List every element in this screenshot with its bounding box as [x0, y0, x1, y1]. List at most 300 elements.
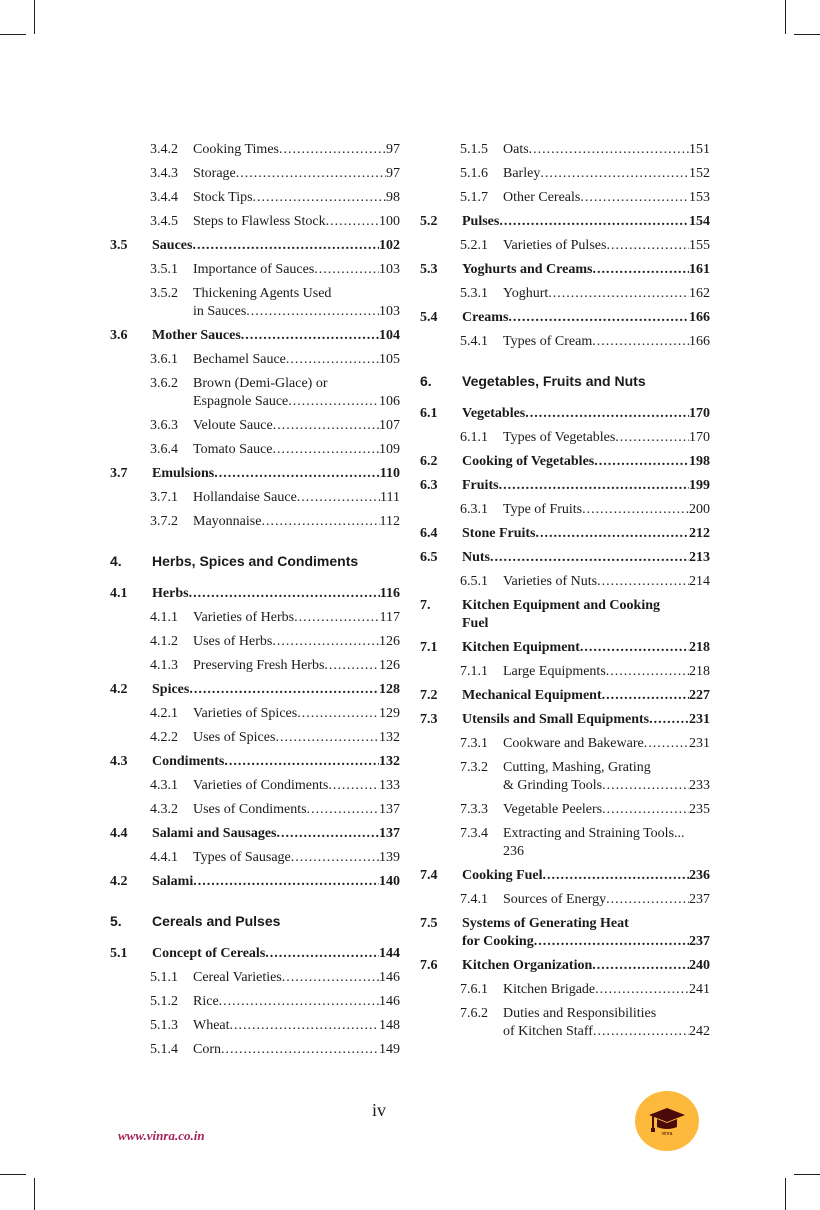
entry-line	[462, 402, 710, 426]
entry-line	[462, 258, 710, 282]
entry-line	[193, 774, 400, 798]
dot-leader	[193, 870, 379, 894]
entry-number: 5.3.1	[460, 286, 488, 301]
entry-line	[503, 570, 710, 594]
toc-entry[interactable]	[110, 798, 400, 822]
crop-mark	[794, 34, 820, 35]
dot-leader	[592, 954, 689, 978]
page-number: 137	[379, 802, 400, 817]
entry-number: 5.1.1	[150, 970, 178, 985]
entry-title-continued: for Cooking	[462, 934, 534, 949]
page-number: 241	[689, 982, 710, 997]
page-number: 146	[379, 970, 400, 985]
page-number: 103	[379, 304, 400, 319]
dot-leader	[291, 846, 379, 870]
entry-title: Mother Sauces	[152, 328, 241, 343]
toc-entry[interactable]	[420, 684, 710, 708]
toc-entry[interactable]	[420, 546, 710, 570]
entry-title: Cooking Fuel	[462, 868, 543, 883]
page-number: 128	[379, 682, 400, 697]
dot-leader	[286, 348, 379, 372]
entry-title: Salami and Sausages	[152, 826, 277, 841]
dot-leader	[272, 630, 379, 654]
dot-leader	[534, 930, 689, 954]
entry-title: Mechanical Equipment	[462, 688, 602, 703]
toc-entry[interactable]	[110, 870, 400, 894]
dot-leader	[593, 1020, 689, 1044]
page-number: 154	[689, 214, 710, 229]
entry-number: 7.1.1	[460, 664, 488, 679]
dot-leader	[261, 510, 379, 534]
entry-title: Large Equipments	[503, 664, 606, 679]
entry-title: Mayonnaise	[193, 514, 262, 529]
page-number: 166	[689, 334, 710, 349]
toc-entry[interactable]	[420, 186, 710, 210]
entry-number: 3.6.4	[150, 442, 178, 457]
entry-line	[193, 438, 400, 462]
dot-leader	[192, 234, 379, 258]
entry-line	[152, 549, 400, 573]
toc-entry[interactable]	[110, 990, 400, 1014]
entry-line	[462, 522, 710, 546]
chapter-heading[interactable]	[110, 909, 400, 933]
entry-number: 5.1.7	[460, 190, 488, 205]
dot-leader	[602, 798, 689, 822]
entry-title: Concept of Cereals	[152, 946, 266, 961]
entry-title: Cutting, Mashing, Grating	[503, 760, 651, 775]
page-number: 126	[379, 634, 400, 649]
toc-entry[interactable]	[420, 450, 710, 474]
entry-line	[462, 546, 710, 570]
dot-leader	[288, 390, 379, 414]
entry-number: 7.4.1	[460, 892, 488, 907]
toc-entry[interactable]	[110, 162, 400, 186]
entry-title: Kitchen Equipment	[462, 640, 580, 655]
entry-line	[193, 630, 400, 654]
toc-entry[interactable]	[420, 426, 710, 450]
entry-number: 6.3.1	[460, 502, 488, 517]
toc-entry[interactable]	[110, 582, 400, 606]
entry-title: Cookware and Bakeware	[503, 736, 644, 751]
entry-number: 5.2	[420, 214, 438, 229]
page-number: 231	[689, 712, 710, 727]
toc-entry[interactable]	[420, 954, 710, 978]
dot-leader	[273, 438, 380, 462]
entry-number: 4.3.1	[150, 778, 178, 793]
website-url[interactable]: www.vinra.co.in	[118, 1128, 205, 1143]
toc-entry[interactable]	[110, 942, 400, 966]
toc-entry[interactable]	[420, 282, 710, 306]
page-number: 126	[379, 658, 400, 673]
toc-entry[interactable]	[420, 306, 710, 330]
entry-title: Utensils and Small Equipments	[462, 712, 650, 727]
entry-title: Varieties of Spices	[193, 706, 298, 721]
toc-entry[interactable]	[420, 594, 710, 636]
crop-mark	[0, 1174, 26, 1175]
toc-entry[interactable]	[420, 1002, 710, 1044]
entry-line	[462, 684, 710, 708]
entry-number: 4.2.2	[150, 730, 178, 745]
entry-number: 6.4	[420, 526, 438, 541]
page-number: 148	[379, 1018, 400, 1033]
dot-leader	[326, 210, 379, 234]
entry-line-continued	[462, 612, 710, 636]
page-number: 107	[379, 418, 400, 433]
entry-title: Extracting and Straining Tools...	[503, 826, 685, 841]
entry-number: 4.1.3	[150, 658, 178, 673]
entry-line	[193, 486, 400, 510]
entry-line	[152, 822, 400, 846]
toc-entry[interactable]	[110, 630, 400, 654]
entry-title: Thickening Agents Used	[193, 286, 332, 301]
entry-number: 3.4.2	[150, 142, 178, 157]
entry-line	[462, 210, 710, 234]
entry-number: 3.5.2	[150, 286, 178, 301]
toc-entry[interactable]	[110, 210, 400, 234]
entry-number: 5.1.3	[150, 1018, 178, 1033]
page-number: 97	[386, 142, 400, 157]
entry-title: Kitchen Organization	[462, 958, 593, 973]
toc-entry[interactable]	[420, 162, 710, 186]
entry-number: 4.4.1	[150, 850, 178, 865]
page-number: 111	[380, 490, 400, 505]
chapter-heading[interactable]	[110, 549, 400, 573]
entry-title: Veloute Sauce	[193, 418, 273, 433]
entry-line	[152, 582, 400, 606]
toc-entry[interactable]	[110, 846, 400, 870]
entry-title: Creams	[462, 310, 509, 325]
page-number: 152	[689, 166, 710, 181]
page-number: 146	[379, 994, 400, 1009]
entry-line	[152, 942, 400, 966]
entry-number: 7.	[420, 598, 431, 613]
entry-line	[193, 846, 400, 870]
page-number: 199	[689, 478, 710, 493]
entry-number: 6.3	[420, 478, 438, 493]
dot-leader	[594, 450, 689, 474]
entry-number: 6.5.1	[460, 574, 488, 589]
page-number: 153	[689, 190, 710, 205]
entry-title: Kitchen Equipment and Cooking	[462, 598, 660, 613]
toc-entry[interactable]	[420, 522, 710, 546]
toc-entry[interactable]	[420, 798, 710, 822]
page-number: iv	[372, 1100, 387, 1120]
toc-entry[interactable]	[110, 282, 400, 324]
entry-number: 5.4	[420, 310, 438, 325]
toc-entry[interactable]	[110, 438, 400, 462]
entry-line	[462, 369, 710, 393]
toc-entry[interactable]	[420, 864, 710, 888]
dot-leader	[189, 582, 380, 606]
toc-entry[interactable]	[110, 414, 400, 438]
dot-leader	[282, 966, 379, 990]
crop-mark	[0, 34, 26, 35]
entry-title: Brown (Demi-Glace) or	[193, 376, 328, 391]
entry-line	[503, 330, 710, 354]
toc-entry[interactable]	[110, 1038, 400, 1062]
entry-line	[462, 474, 710, 498]
page-number: 161	[689, 262, 710, 277]
entry-line	[503, 282, 710, 306]
toc-entry[interactable]	[110, 702, 400, 726]
entry-number: 5.1.4	[150, 1042, 178, 1057]
toc-entry[interactable]	[110, 750, 400, 774]
entry-title: Barley	[503, 166, 541, 181]
page-number: 97	[386, 166, 400, 181]
page-number: 132	[379, 730, 400, 745]
entry-title: Cooking Times	[193, 142, 279, 157]
page-number: 155	[689, 238, 710, 253]
entry-title: Cereal Varieties	[193, 970, 282, 985]
page-number: 102	[379, 238, 400, 253]
dot-leader	[294, 606, 379, 630]
entry-line	[193, 1038, 400, 1062]
entry-title: Types of Vegetables	[503, 430, 616, 445]
toc-entry[interactable]	[110, 966, 400, 990]
entry-title: Herbs	[152, 586, 189, 601]
entry-line	[152, 462, 400, 486]
toc-entry[interactable]	[110, 774, 400, 798]
dot-leader	[615, 426, 689, 450]
toc-entry[interactable]	[110, 822, 400, 846]
crop-mark	[34, 1178, 35, 1210]
entry-title: Kitchen Brigade	[503, 982, 596, 997]
dot-leader	[580, 636, 689, 660]
toc-entry[interactable]	[110, 486, 400, 510]
toc-entry[interactable]	[420, 330, 710, 354]
entry-line	[193, 258, 400, 282]
dot-leader	[582, 498, 689, 522]
toc-entry[interactable]	[420, 660, 710, 684]
entry-title: Nuts	[462, 550, 491, 565]
entry-title-continued: of Kitchen Staff	[503, 1024, 593, 1039]
toc-entry[interactable]	[420, 234, 710, 258]
toc-entry[interactable]	[110, 372, 400, 414]
entry-number: 5.1	[110, 946, 128, 961]
toc-entry[interactable]	[420, 138, 710, 162]
toc-entry[interactable]	[420, 474, 710, 498]
toc-entry[interactable]	[110, 510, 400, 534]
dot-leader	[580, 186, 689, 210]
dot-leader	[214, 462, 380, 486]
page-number: 139	[379, 850, 400, 865]
toc-column-left	[110, 138, 400, 1062]
page-number: 129	[379, 706, 400, 721]
crop-mark	[785, 0, 786, 34]
entry-line	[193, 798, 400, 822]
entry-title: Uses of Condiments	[193, 802, 307, 817]
dot-leader	[606, 888, 689, 912]
entry-line	[193, 210, 400, 234]
entry-line	[503, 978, 710, 1002]
page-number: 100	[379, 214, 400, 229]
toc-entry[interactable]	[110, 1014, 400, 1038]
entry-title-continued: 236	[503, 844, 524, 859]
entry-line	[503, 186, 710, 210]
dot-leader	[253, 186, 386, 210]
entry-line-continued	[462, 930, 710, 954]
entry-number: 3.6.1	[150, 352, 178, 367]
toc-entry[interactable]	[420, 756, 710, 798]
entry-title: Cooking of Vegetables	[462, 454, 595, 469]
entry-title: Types of Sausage	[193, 850, 291, 865]
entry-number: 3.7.1	[150, 490, 178, 505]
entry-line	[193, 606, 400, 630]
entry-number: 5.3	[420, 262, 438, 277]
entry-number: 6.	[420, 373, 432, 389]
entry-title: Importance of Sauces	[193, 262, 315, 277]
entry-title: Stock Tips	[193, 190, 253, 205]
entry-number: 3.6	[110, 328, 128, 343]
entry-number: 6.1	[420, 406, 438, 421]
toc-entry[interactable]	[420, 258, 710, 282]
entry-title: Duties and Responsibilities	[503, 1006, 657, 1021]
page-number: 240	[689, 958, 710, 973]
entry-number: 4.2.1	[150, 706, 178, 721]
page-number: 98	[386, 190, 400, 205]
toc-entry[interactable]	[420, 822, 710, 864]
entry-number: 7.3.2	[460, 760, 488, 775]
page-number: 218	[689, 640, 710, 655]
page-number: 237	[689, 892, 710, 907]
entry-line	[462, 636, 710, 660]
entry-line	[193, 726, 400, 750]
dot-leader	[592, 330, 689, 354]
entry-line	[152, 234, 400, 258]
page-number: 212	[689, 526, 710, 541]
entry-line	[193, 138, 400, 162]
toc-entry[interactable]	[420, 402, 710, 426]
dot-leader	[328, 774, 379, 798]
toc-entry[interactable]	[420, 636, 710, 660]
entry-title: Wheat	[193, 1018, 230, 1033]
toc-entry[interactable]	[110, 726, 400, 750]
entry-number: 6.2	[420, 454, 438, 469]
toc-entry[interactable]	[110, 606, 400, 630]
toc-entry[interactable]	[110, 654, 400, 678]
entry-number: 4.2	[110, 682, 128, 697]
entry-number: 4.3.2	[150, 802, 178, 817]
entry-line	[503, 138, 710, 162]
entry-title: Type of Fruits	[503, 502, 583, 517]
entry-line	[503, 798, 710, 822]
entry-line	[193, 348, 400, 372]
toc-column-right	[420, 138, 710, 1044]
dot-leader	[543, 864, 689, 888]
entry-number: 4.1	[110, 586, 128, 601]
toc-entry[interactable]	[420, 498, 710, 522]
dot-leader	[246, 300, 379, 324]
toc-entry[interactable]	[110, 324, 400, 348]
page-number: 231	[689, 736, 710, 751]
entry-title: Varieties of Nuts	[503, 574, 598, 589]
entry-number: 4.4	[110, 826, 128, 841]
dot-leader	[265, 942, 379, 966]
entry-line	[193, 654, 400, 678]
entry-title: Spices	[152, 682, 190, 697]
toc-entry[interactable]	[110, 234, 400, 258]
entry-number: 4.1.2	[150, 634, 178, 649]
entry-title: Sources of Energy	[503, 892, 607, 907]
entry-title-continued: in Sauces	[193, 304, 247, 319]
toc-entry[interactable]	[110, 186, 400, 210]
entry-number: 4.3	[110, 754, 128, 769]
toc-entry[interactable]	[420, 912, 710, 954]
toc-entry[interactable]	[420, 708, 710, 732]
entry-line	[462, 954, 710, 978]
entry-number: 5.1.5	[460, 142, 488, 157]
page-number: 137	[379, 826, 400, 841]
dot-leader	[597, 570, 689, 594]
entry-title: Emulsions	[152, 466, 215, 481]
toc-entry[interactable]	[110, 462, 400, 486]
entry-line	[193, 1014, 400, 1038]
toc-entry[interactable]	[420, 732, 710, 756]
entry-line	[503, 426, 710, 450]
toc-entry[interactable]	[110, 348, 400, 372]
toc-entry[interactable]	[420, 888, 710, 912]
page-number: 132	[379, 754, 400, 769]
entry-number: 7.1	[420, 640, 438, 655]
toc-entry[interactable]	[420, 210, 710, 234]
dot-leader	[490, 546, 689, 570]
dot-leader	[548, 282, 689, 306]
page-number: 235	[689, 802, 710, 817]
page-number: 144	[379, 946, 400, 961]
entry-line	[462, 708, 710, 732]
dot-leader	[499, 474, 689, 498]
entry-title: Vegetables, Fruits and Nuts	[462, 373, 646, 389]
entry-line	[462, 450, 710, 474]
toc-entry[interactable]	[110, 258, 400, 282]
page-number: 233	[689, 778, 710, 793]
entry-line	[503, 234, 710, 258]
entry-line	[462, 864, 710, 888]
dot-leader	[649, 708, 689, 732]
entry-number: 5.4.1	[460, 334, 488, 349]
entry-title: Varieties of Pulses	[503, 238, 607, 253]
page-number: 140	[379, 874, 400, 889]
dot-leader	[236, 162, 386, 186]
entry-line	[462, 306, 710, 330]
dot-leader	[508, 306, 689, 330]
toc-entry[interactable]	[110, 678, 400, 702]
entry-title: Yoghurt	[503, 286, 549, 301]
entry-number: 5.1.2	[150, 994, 178, 1009]
entry-line	[152, 870, 400, 894]
toc-entry[interactable]	[110, 138, 400, 162]
entry-title: Fruits	[462, 478, 499, 493]
entry-number: 6.1.1	[460, 430, 488, 445]
dot-leader	[525, 402, 689, 426]
entry-title: Oats	[503, 142, 529, 157]
dot-leader	[644, 732, 689, 756]
toc-entry[interactable]	[420, 978, 710, 1002]
toc-entry[interactable]	[420, 570, 710, 594]
page-number: 149	[379, 1042, 400, 1057]
chapter-heading[interactable]	[420, 369, 710, 393]
entry-number: 6.5	[420, 550, 438, 565]
entry-line	[193, 186, 400, 210]
entry-number: 7.2	[420, 688, 438, 703]
entry-number: 7.3.3	[460, 802, 488, 817]
entry-line	[152, 678, 400, 702]
dot-leader	[275, 726, 379, 750]
entry-title: Yoghurts and Creams	[462, 262, 593, 277]
entry-number: 7.4	[420, 868, 438, 883]
entry-line	[193, 414, 400, 438]
page-number: 227	[689, 688, 710, 703]
